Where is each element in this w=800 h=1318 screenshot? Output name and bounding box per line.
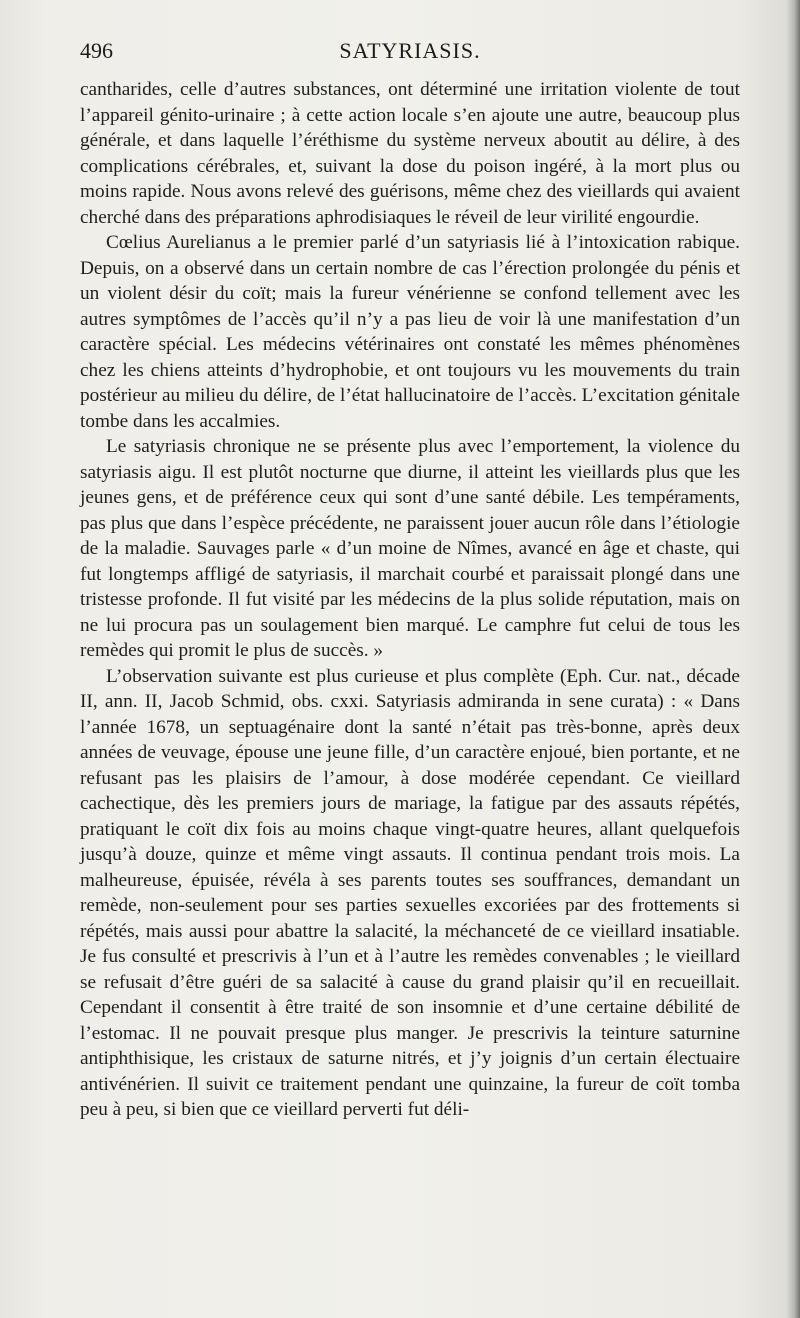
running-head: SATYRIASIS. [339,38,481,63]
page-header [80,38,740,68]
page-edge-shadow [786,0,800,1318]
paragraph-2: Cœlius Aurelianus a le premier parlé d’un satyriasis lié à l’intoxication rabique. Depuis, on a observé dans un certain nombre de cas l’érection prolongée du pénis et un violent désir du coït; mais la fureur vénérienne se confond tellement avec les autres symptômes de l’accès qu’il n’y a pas lieu de voir là une manifestation d’un caractère spécial. Les médecins vétérinaires ont constaté les mêmes phénomènes chez les chiens atteints d’hydrophobie, et ont toujours vu les mouvements du train postérieur au milieu du délire, de l’état hallucinatoire de l’accès. L’excitation génitale tombe dans les accalmies. [80,232,740,432]
paragraph-3: Le satyriasis chronique ne se présente plus avec l’emportement, la violence du satyriasis aigu. Il est plutôt nocturne que diurne, il atteint les vieillards plus que les jeunes gens, et de préférence ceux qui sont d’une santé débile. Les tempéraments, pas plus que dans l’espèce précédente, ne paraissent jouer aucun rôle dans l’étiologie de la maladie. Sauvages parle « d’un moine de Nîmes, avancé en âge et chaste, qui fut longtemps affligé de satyriasis, il marchait courbé et paraissait plongé dans une tristesse profonde. Il fut visité par les médecins de la plus solide réputation, mais on ne lui procura pas un soulagement bien marqué. Le camphre fut celui de tous les remèdes qui promit le plus de succès. » [80,436,740,661]
page-number: 496 [80,38,113,63]
paragraph-1: cantharides, celle d’autres substances, ont déterminé une irritation violente de tout l’appareil génito-urinaire ; à cette action locale s’en ajoute une autre, beaucoup plus générale, et dans laquelle l’éréthisme du système nerveux aboutit au délire, à des complications cérébrales, et, suivant la dose du poison ingéré, à la mort plus ou moins rapide. Nous avons relevé des guérisons, même chez des vieillards qui avaient cherché dans des préparations aphrodisiaques le réveil de leur virilité engourdie. [80,79,740,228]
body-text [80,77,740,1123]
paragraph-4: L’observation suivante est plus curieuse et plus complète (Eph. Cur. nat., décade II, ann. II, Jacob Schmid, obs. cxxi. Satyriasis admiranda in sene curata) : « Dans l’année 1678, un septuagénaire dont la santé n’était pas très-bonne, après deux années de veuvage, épouse une jeune fille, d’un caractère enjoué, bien portante, et ne refusant pas les plaisirs de l’amour, à dose modérée cependant. Ce vieillard cachectique, dès les premiers jours de mariage, la fatigue par des assauts répétés, pratiquant le coït dix fois au moins chaque vingt-quatre heures, allant quelquefois jusqu’à douze, quinze et même vingt assauts. Il continua pendant trois mois. La malheureuse, épuisée, révéla à ses parents toutes ses souffrances, demandant un remède, non-seulement pour ses parties sexuelles excoriées par des frottements si répétés, mais aussi pour abattre la salacité, la méchanceté de ce vieillard insatiable. Je fus consulté et prescrivis à l’un et à l’autre les remèdes convenables ; le vieillard se refusait d’être guéri de sa salacité à cause du grand plaisir qu’il en recueillait. Cependant il consentit à être traité de son insomnie et d’une certaine débilité de l’estomac. Il ne pouvait presque plus manger. Je prescrivis la teinture saturnine antiphthisique, les cristaux de saturne nitrés, et j’y joignis d’un certain électuaire antivénérien. Il suivit ce traitement pendant une quinzaine, la fureur de coït tomba peu à peu, si bien que ce vieillard perverti fut déli- [80,665,740,1120]
